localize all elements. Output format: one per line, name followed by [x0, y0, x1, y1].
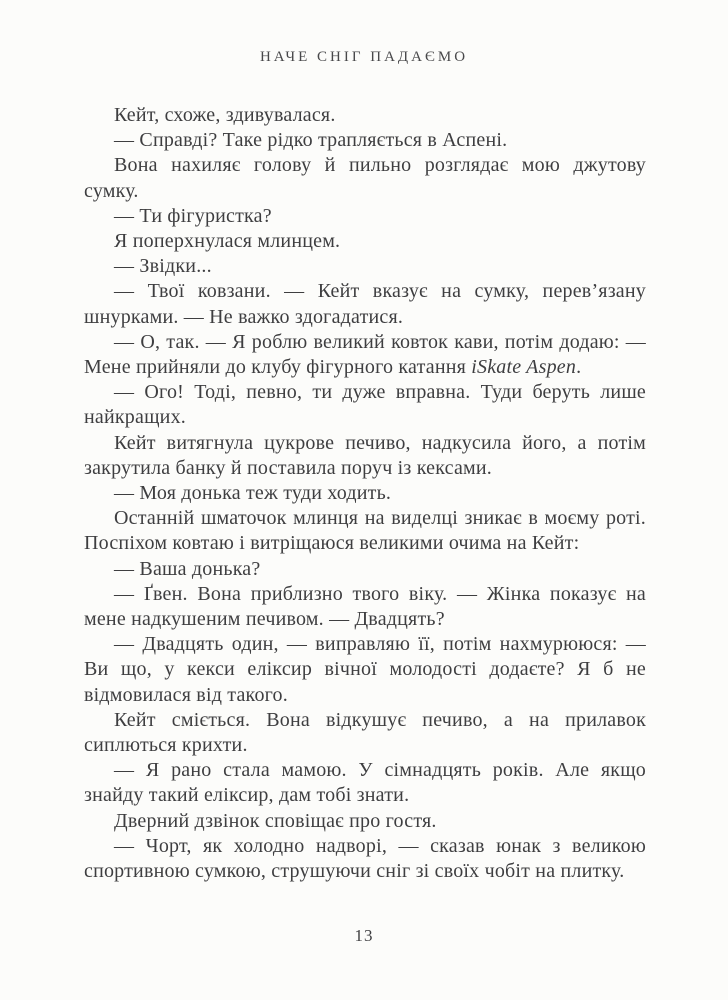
text-run: Дверний дзвінок сповіщає про гостя.: [114, 809, 437, 832]
paragraph: [84, 103, 646, 128]
text-run: — Звідки...: [114, 255, 212, 278]
paragraph: [84, 431, 646, 481]
paragraph: [84, 834, 646, 884]
text-run: .: [576, 356, 582, 379]
paragraph: [84, 557, 646, 582]
text-run: — Твої ковзани. — Кейт вказує на сумку, перев’язану шнурками. — Не важко здогадатися.: [84, 280, 646, 328]
text-run: — Ого! Тоді, певно, ти дуже вправна. Туди беруть лише найкращих.: [84, 381, 646, 429]
paragraph: [84, 758, 646, 808]
text-run: — Моя донька теж туди ходить.: [114, 482, 392, 505]
page-number: 13: [354, 926, 374, 945]
text-run: — Чорт, як холодно надворі, — сказав юнак з великою спортивною сумкою, струшуючи сніг зі своїх чобіт на плитку.: [84, 834, 646, 883]
text-run: — Ваша донька?: [114, 557, 261, 580]
paragraph: [84, 708, 646, 758]
text-run: — Я рано стала мамою. У сімнадцять років. Але якщо знайду такий еліксир, дам тобі знати.: [84, 759, 646, 807]
text-run: Останній шматочок млинця на виделці зникає в моєму роті. Поспіхом ковтаю і витріщаюся великими очима на Кейт:: [84, 507, 646, 555]
text-run: Вона нахиляє голову й пильно розглядає мою джутову сумку.: [84, 154, 646, 202]
text-run: — Справді? Таке рідко трапляється в Аспені.: [114, 129, 508, 152]
text-run: — Ти фігуристка?: [114, 204, 272, 227]
paragraph: [84, 330, 646, 380]
text-run: — Двадцять один, — виправляю її, потім нахмурююся: — Ви що, у кекси еліксир вічної молодості додаєте? Я б не відмовилася від такого.: [84, 633, 646, 706]
text-run: Кейт, схоже, здивувалася.: [114, 104, 336, 126]
text-run: Я поперхнулася млинцем.: [114, 230, 341, 253]
body-text: [84, 103, 646, 884]
italic-run: iSkate Aspen: [471, 356, 577, 379]
paragraph: [84, 506, 646, 556]
paragraph: [84, 204, 646, 229]
paragraph: [84, 582, 646, 632]
page-footer: [0, 926, 728, 946]
paragraph: [84, 153, 646, 203]
text-run: Кейт сміється. Вона відкушує печиво, а на прилавок сиплються крихти.: [84, 708, 646, 757]
running-header-title: НАЧЕ СНІГ ПАДАЄМО: [259, 49, 469, 65]
paragraph: [84, 229, 646, 254]
paragraph: [84, 279, 646, 329]
text-run: Кейт витягнула цукрове печиво, надкусила його, а потім закрутила банку й поставила поруч із кексами.: [84, 431, 646, 479]
paragraph: [84, 632, 646, 708]
text-run: — Ґвен. Вона приблизно твого віку. — Жінка показує на мене надкушеним печивом. — Двадцять?: [84, 582, 646, 631]
paragraph: [84, 380, 646, 430]
paragraph: [84, 128, 646, 153]
paragraph: [84, 481, 646, 506]
paragraph: [84, 254, 646, 279]
running-header: [0, 49, 728, 66]
text-run: — О, так. — Я роблю великий ковток кави, потім додаю: — Мене прийняли до клубу фігурного катання: [84, 330, 646, 379]
paragraph: [84, 809, 646, 834]
